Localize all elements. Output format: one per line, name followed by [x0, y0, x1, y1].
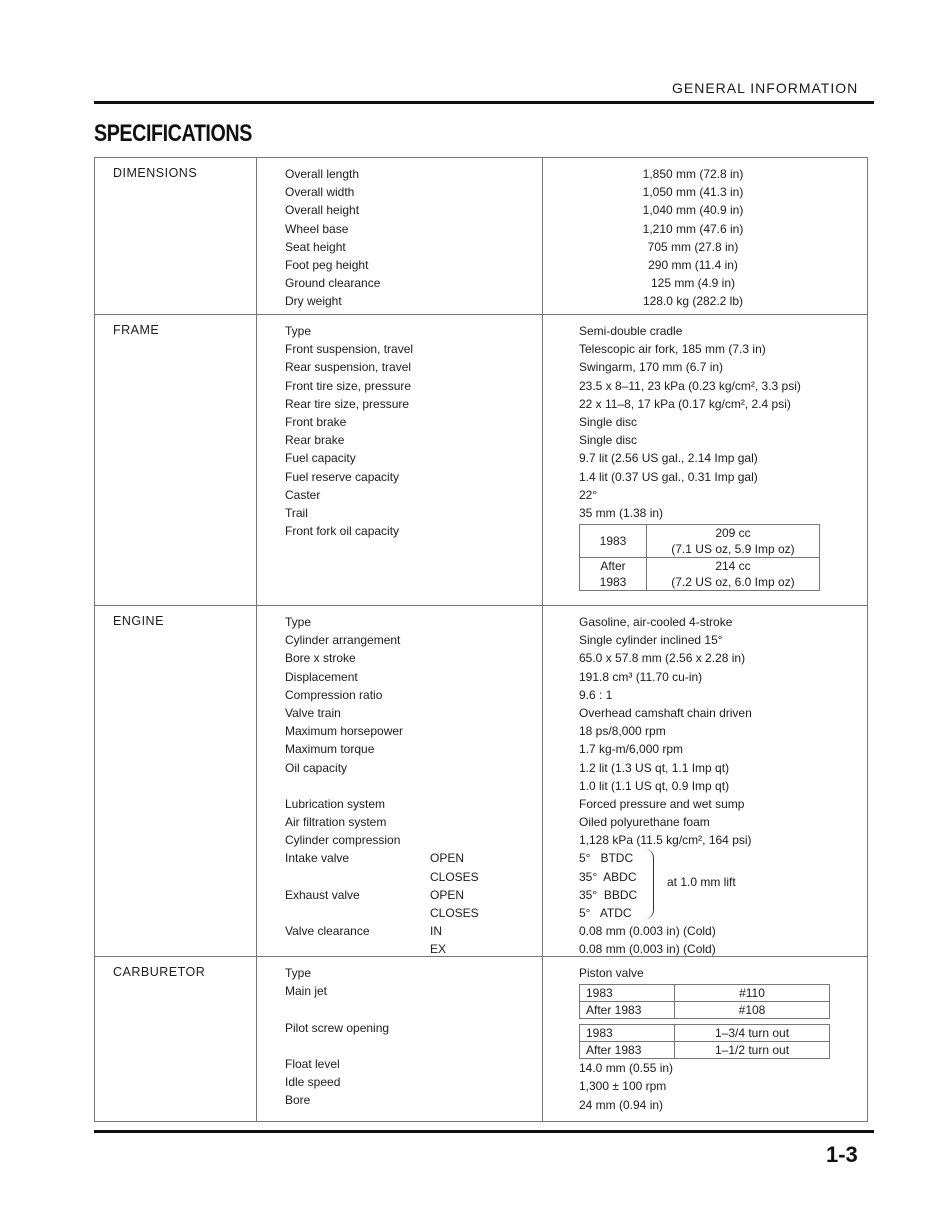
item-value: 1,050 mm (41.3 in) [642, 185, 744, 200]
item-row [285, 686, 542, 704]
item-row [285, 777, 542, 795]
item-value: Semi-double cradle [579, 324, 683, 338]
item-label: Front tire size, pressure [285, 378, 412, 393]
specifications-table [94, 157, 868, 1122]
item-sublabel: IN [430, 924, 442, 939]
item-label: Rear suspension, travel [285, 360, 412, 375]
item-row [285, 740, 542, 758]
cc-text: 209 cc [715, 526, 751, 541]
header-rule [94, 101, 874, 104]
item-label: Type [285, 966, 312, 980]
item-row [285, 795, 542, 813]
conversion-text: (7.2 US oz, 6.0 Imp oz) [671, 575, 795, 590]
item-label: Fuel capacity [285, 451, 356, 466]
item-row [285, 704, 542, 722]
section-label: CARBURETOR [113, 965, 206, 979]
item-row [285, 922, 542, 940]
item-value: 1,210 mm (47.6 in) [642, 221, 744, 236]
item-value: 0.08 mm (0.003 in) (Cold) [579, 942, 716, 957]
section-label: ENGINE [113, 614, 164, 628]
item-value: 128.0 kg (282.2 lb) [642, 294, 744, 309]
section-header: GENERAL INFORMATION [672, 80, 859, 96]
item-label: Float level [285, 1056, 340, 1071]
item-label: Idle speed [285, 1075, 341, 1090]
item-row [285, 831, 542, 849]
item-sublabel: OPEN [430, 887, 465, 902]
value-column [542, 158, 867, 314]
item-value: Gasoline, air-cooled 4-stroke [579, 615, 733, 629]
main-jet-table [579, 984, 830, 1019]
item-sublabel: CLOSES [430, 869, 479, 884]
table-row [580, 985, 830, 1002]
item-value: Overhead camshaft chain driven [579, 705, 752, 720]
item-label: Valve train [285, 705, 341, 720]
section-frame [95, 315, 867, 606]
item-label: Wheel base [285, 221, 349, 236]
item-value: 9.6 : 1 [579, 687, 613, 702]
item-label: Overall length [285, 167, 360, 181]
item-value: 24 mm (0.94 in) [579, 1097, 664, 1112]
item-row [285, 886, 542, 904]
item-row [285, 759, 542, 777]
item-row [285, 813, 542, 831]
table-row [580, 1002, 830, 1019]
value-column [542, 957, 867, 1121]
item-value: 5° ATDC [579, 906, 632, 920]
value-cell: 1–1/2 turn out [675, 1042, 830, 1059]
item-value: 5° BTDC [579, 851, 634, 866]
item-value: 22 x 11–8, 17 kPa (0.17 kg/cm², 2.4 psi) [579, 396, 791, 411]
year-cell: 1983 [580, 1025, 675, 1042]
section-label: DIMENSIONS [113, 166, 198, 180]
item-value: Piston valve [579, 966, 644, 980]
item-column [256, 957, 542, 1121]
item-value: 125 mm (4.9 in) [650, 276, 736, 291]
item-sublabel: OPEN [430, 851, 465, 866]
item-value: 18 ps/8,000 rpm [579, 724, 666, 739]
valve-timing-note: at 1.0 mm lift [667, 875, 736, 890]
item-label: Front suspension, travel [285, 342, 414, 357]
item-label: Cylinder compression [285, 833, 401, 848]
item-label: Foot peg height [285, 257, 369, 272]
item-value: Swingarm, 170 mm (6.7 in) [579, 360, 724, 375]
item-label: Maximum torque [285, 742, 375, 757]
year-text: 1983 [599, 575, 627, 590]
pilot-screw-table [579, 1024, 830, 1059]
item-value: 14.0 mm (0.55 in) [579, 1061, 674, 1076]
item-value: Oiled polyurethane foam [579, 815, 710, 830]
year-cell: After 1983 [580, 1042, 675, 1059]
item-row [285, 649, 542, 667]
item-label: Cylinder arrangement [285, 633, 401, 648]
value-cell: #110 [675, 985, 830, 1002]
item-value: 1,040 mm (40.9 in) [642, 203, 744, 218]
year-text: 1983 [599, 534, 627, 549]
item-value: 705 mm (27.8 in) [647, 239, 739, 254]
item-value: Single cylinder inclined 15° [579, 633, 723, 648]
item-value: Single disc [579, 433, 638, 448]
item-label: Bore x stroke [285, 651, 356, 666]
item-column [256, 315, 542, 605]
item-label: Oil capacity [285, 760, 348, 775]
item-label: Air filtration system [285, 815, 387, 830]
fork-oil-table [579, 524, 820, 591]
year-cell [580, 558, 647, 591]
item-label: Caster [285, 487, 321, 502]
brace-icon [645, 849, 654, 919]
item-label: Type [285, 324, 312, 338]
item-value: 1.0 lit (1.1 US qt, 0.9 Imp qt) [579, 778, 730, 793]
item-value: 191.8 cm³ (11.70 cu-in) [579, 669, 703, 684]
item-value: 290 mm (11.4 in) [648, 257, 738, 272]
value-cell [647, 525, 820, 558]
item-sublabel: EX [430, 942, 447, 957]
table-row [580, 558, 820, 591]
item-row [285, 849, 542, 867]
table-row [580, 525, 820, 558]
item-label: Overall width [285, 185, 355, 200]
item-value: 1,128 kPa (11.5 kg/cm², 164 psi) [579, 833, 752, 848]
item-label: Rear brake [285, 433, 345, 448]
section-label: FRAME [113, 323, 160, 337]
value-column [542, 606, 867, 956]
value-cell: 1–3/4 turn out [675, 1025, 830, 1042]
item-value: Forced pressure and wet sump [579, 796, 745, 811]
item-value: 1.4 lit (0.37 US gal., 0.31 Imp gal) [579, 469, 758, 484]
item-value: Telescopic air fork, 185 mm (7.3 in) [579, 342, 766, 357]
item-column [256, 606, 542, 956]
item-value: 0.08 mm (0.003 in) (Cold) [579, 924, 716, 939]
item-row [285, 722, 542, 740]
value-cell [647, 558, 820, 591]
section-dimensions [95, 158, 867, 315]
item-value: 35° BBDC [579, 887, 638, 902]
item-value: Single disc [579, 414, 638, 429]
item-label: Fuel reserve capacity [285, 469, 400, 484]
year-cell: After 1983 [580, 1002, 675, 1019]
item-value: 1,850 mm (72.8 in) [642, 167, 744, 181]
value-cell: #108 [675, 1002, 830, 1019]
item-row [285, 868, 542, 886]
cc-text: 214 cc [715, 559, 751, 574]
item-label: Overall height [285, 203, 360, 218]
item-row [285, 940, 542, 958]
item-value: 35° ABDC [579, 869, 637, 884]
item-label: Lubrication system [285, 796, 386, 811]
year-text: After [600, 559, 626, 574]
item-sublabel: CLOSES [430, 906, 479, 920]
year-cell [580, 525, 647, 558]
table-row [580, 1025, 830, 1042]
item-label: Exhaust valve [285, 887, 360, 902]
item-value: 22° [579, 487, 598, 502]
footer-rule [94, 1130, 874, 1133]
item-value: 1.7 kg-m/6,000 rpm [579, 742, 684, 757]
item-label: Rear tire size, pressure [285, 396, 410, 411]
item-value: 23.5 x 8–11, 23 kPa (0.23 kg/cm², 3.3 psi) [579, 378, 801, 393]
item-value: 1,300 ± 100 rpm [579, 1079, 667, 1094]
value-column [542, 315, 867, 605]
item-row [285, 668, 542, 686]
item-label: Front brake [285, 414, 347, 429]
section-engine [95, 606, 867, 957]
item-label: Main jet [285, 984, 328, 999]
page-title: SPECIFICATIONS [94, 120, 252, 147]
item-value: 65.0 x 57.8 mm (2.56 x 2.28 in) [579, 651, 746, 666]
item-row [285, 613, 542, 631]
item-label: Ground clearance [285, 276, 381, 291]
item-column [256, 158, 542, 314]
item-label: Intake valve [285, 851, 350, 866]
table-row [580, 1042, 830, 1059]
section-carburetor [95, 957, 867, 1121]
item-label: Seat height [285, 239, 346, 254]
item-label: Valve clearance [285, 924, 370, 939]
item-label: Trail [285, 505, 308, 520]
valve-timing-group [579, 849, 867, 922]
item-label: Displacement [285, 669, 358, 684]
item-value: 1.2 lit (1.3 US qt, 1.1 Imp qt) [579, 760, 730, 775]
item-label: Compression ratio [285, 687, 383, 702]
item-value: 9.7 lit (2.56 US gal., 2.14 Imp gal) [579, 451, 758, 466]
item-row [285, 631, 542, 649]
item-label: Bore [285, 1093, 311, 1108]
item-label: Type [285, 615, 312, 629]
page-number: 1-3 [826, 1142, 858, 1167]
item-label: Front fork oil capacity [285, 524, 400, 539]
item-row [285, 904, 542, 922]
item-value: 35 mm (1.38 in) [579, 505, 664, 520]
item-label: Pilot screw opening [285, 1020, 390, 1035]
item-label: Dry weight [285, 294, 342, 309]
item-label: Maximum horsepower [285, 724, 404, 739]
year-cell: 1983 [580, 985, 675, 1002]
conversion-text: (7.1 US oz, 5.9 Imp oz) [671, 542, 795, 557]
